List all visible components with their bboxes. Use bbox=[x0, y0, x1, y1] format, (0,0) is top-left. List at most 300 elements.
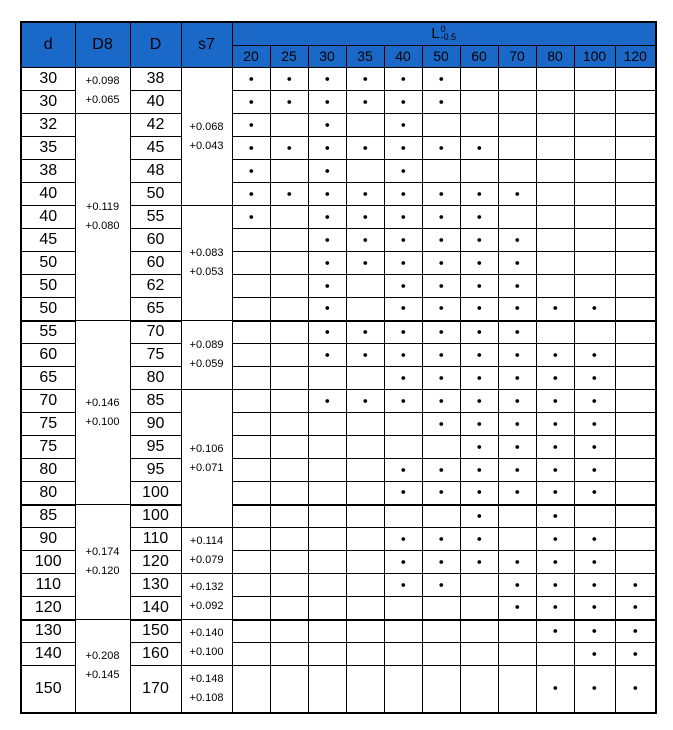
availability-cell-L60 bbox=[460, 183, 498, 206]
table-row bbox=[21, 321, 656, 344]
L-superscript: 0 bbox=[440, 24, 446, 35]
availability-cell-L40 bbox=[384, 528, 422, 551]
availability-cell-L25 bbox=[270, 229, 308, 252]
availability-cell-L50 bbox=[422, 229, 460, 252]
tolerance-lower: +0.043 bbox=[189, 139, 224, 152]
availability-cell-L80 bbox=[536, 160, 574, 183]
availability-cell-L50 bbox=[422, 574, 460, 597]
d8-tolerance-cell bbox=[75, 321, 130, 505]
D-value-cell: 60 bbox=[130, 252, 181, 275]
d-value-cell: 100 bbox=[21, 551, 75, 574]
tolerance-lower: +0.079 bbox=[189, 553, 224, 566]
d-value-cell: 38 bbox=[21, 160, 75, 183]
availability-cell-L100 bbox=[574, 114, 615, 137]
s7-tolerance-cell bbox=[181, 666, 232, 713]
availability-cell-L30 bbox=[308, 91, 346, 114]
dot-icon: ● bbox=[438, 234, 444, 245]
availability-cell-L30 bbox=[308, 390, 346, 413]
availability-cell-L40 bbox=[384, 275, 422, 298]
availability-cell-L25 bbox=[270, 459, 308, 482]
availability-cell-L60 bbox=[460, 206, 498, 229]
d-value-cell: 80 bbox=[21, 459, 75, 482]
availability-cell-L120 bbox=[615, 597, 656, 620]
dot-icon: ● bbox=[476, 257, 482, 268]
availability-cell-L60 bbox=[460, 160, 498, 183]
dot-icon: ● bbox=[552, 372, 558, 383]
availability-cell-L30 bbox=[308, 459, 346, 482]
availability-cell-L60 bbox=[460, 367, 498, 390]
tolerance-lower: +0.108 bbox=[189, 691, 224, 704]
dot-icon: ● bbox=[438, 349, 444, 360]
column-header-length-30: 30 bbox=[308, 45, 346, 68]
availability-cell-L50 bbox=[422, 459, 460, 482]
availability-cell-L35 bbox=[346, 160, 384, 183]
dot-icon: ● bbox=[438, 96, 444, 107]
availability-cell-L120 bbox=[615, 413, 656, 436]
dot-icon: ● bbox=[400, 234, 406, 245]
dot-icon: ● bbox=[552, 303, 558, 314]
availability-cell-L100 bbox=[574, 206, 615, 229]
D-value-cell: 95 bbox=[130, 459, 181, 482]
availability-cell-L70 bbox=[498, 505, 536, 528]
availability-cell-L40 bbox=[384, 91, 422, 114]
availability-cell-L50 bbox=[422, 298, 460, 321]
dot-icon: ● bbox=[438, 280, 444, 291]
availability-cell-L30 bbox=[308, 321, 346, 344]
availability-cell-L20 bbox=[232, 229, 270, 252]
dot-icon: ● bbox=[514, 372, 520, 383]
availability-cell-L80 bbox=[536, 137, 574, 160]
availability-cell-L50 bbox=[422, 321, 460, 344]
availability-cell-L25 bbox=[270, 275, 308, 298]
dot-icon: ● bbox=[400, 556, 406, 567]
availability-cell-L70 bbox=[498, 68, 536, 91]
dot-icon: ● bbox=[362, 73, 368, 84]
dot-icon: ● bbox=[632, 579, 638, 590]
dot-icon: ● bbox=[476, 188, 482, 199]
availability-cell-L70 bbox=[498, 321, 536, 344]
dot-icon: ● bbox=[324, 119, 330, 130]
availability-cell-L80 bbox=[536, 528, 574, 551]
d-value-cell: 40 bbox=[21, 183, 75, 206]
availability-cell-L40 bbox=[384, 620, 422, 643]
availability-cell-L60 bbox=[460, 68, 498, 91]
availability-cell-L70 bbox=[498, 390, 536, 413]
availability-cell-L100 bbox=[574, 252, 615, 275]
dot-icon: ● bbox=[324, 142, 330, 153]
D-value-cell: 80 bbox=[130, 367, 181, 390]
availability-cell-L40 bbox=[384, 505, 422, 528]
availability-cell-L50 bbox=[422, 160, 460, 183]
availability-cell-L60 bbox=[460, 298, 498, 321]
availability-cell-L25 bbox=[270, 321, 308, 344]
tolerance-lower: +0.059 bbox=[189, 358, 224, 370]
dot-icon: ● bbox=[324, 257, 330, 268]
dot-icon: ● bbox=[324, 327, 330, 337]
dot-icon: ● bbox=[400, 533, 406, 544]
availability-cell-L80 bbox=[536, 459, 574, 482]
availability-cell-L40 bbox=[384, 551, 422, 574]
availability-cell-L80 bbox=[536, 183, 574, 206]
tolerance-upper: +0.140 bbox=[189, 626, 224, 639]
d8-tolerance-cell bbox=[75, 68, 130, 114]
D-value-cell: 40 bbox=[130, 91, 181, 114]
dot-icon: ● bbox=[514, 464, 520, 475]
availability-cell-L60 bbox=[460, 344, 498, 367]
availability-cell-L100 bbox=[574, 505, 615, 528]
table-row bbox=[21, 114, 656, 137]
availability-cell-L120 bbox=[615, 91, 656, 114]
availability-cell-L35 bbox=[346, 551, 384, 574]
D-value-cell: 50 bbox=[130, 183, 181, 206]
availability-cell-L70 bbox=[498, 206, 536, 229]
availability-cell-L20 bbox=[232, 68, 270, 91]
tolerance-lower: +0.100 bbox=[189, 645, 224, 658]
d-value-cell: 70 bbox=[21, 390, 75, 413]
availability-cell-L30 bbox=[308, 206, 346, 229]
tolerance-upper: +0.208 bbox=[85, 649, 120, 662]
d-value-cell: 75 bbox=[21, 413, 75, 436]
availability-cell-L35 bbox=[346, 114, 384, 137]
availability-cell-L100 bbox=[574, 275, 615, 298]
availability-cell-L60 bbox=[460, 597, 498, 620]
dot-icon: ● bbox=[248, 142, 254, 153]
tolerance-lower: +0.145 bbox=[85, 668, 120, 681]
availability-cell-L20 bbox=[232, 574, 270, 597]
dot-icon: ● bbox=[324, 73, 330, 84]
availability-cell-L25 bbox=[270, 528, 308, 551]
dot-icon: ● bbox=[514, 602, 520, 613]
availability-cell-L50 bbox=[422, 206, 460, 229]
availability-cell-L60 bbox=[460, 551, 498, 574]
availability-cell-L20 bbox=[232, 413, 270, 436]
tolerance-upper: +0.146 bbox=[85, 396, 120, 409]
availability-cell-L70 bbox=[498, 160, 536, 183]
availability-cell-L20 bbox=[232, 321, 270, 344]
dot-icon: ● bbox=[514, 395, 520, 406]
dot-icon: ● bbox=[438, 487, 444, 498]
availability-cell-L50 bbox=[422, 68, 460, 91]
dot-icon: ● bbox=[552, 349, 558, 360]
spec-table bbox=[20, 21, 657, 714]
dot-icon: ● bbox=[591, 349, 598, 360]
column-header-length-40: 40 bbox=[384, 45, 422, 68]
availability-cell-L50 bbox=[422, 666, 460, 713]
availability-cell-L35 bbox=[346, 275, 384, 298]
s7-tolerance-cell bbox=[181, 574, 232, 620]
dot-icon: ● bbox=[591, 395, 598, 406]
dot-icon: ● bbox=[552, 511, 558, 521]
dot-icon: ● bbox=[400, 188, 406, 199]
tolerance-upper: +0.119 bbox=[85, 201, 120, 213]
availability-cell-L30 bbox=[308, 114, 346, 137]
availability-cell-L25 bbox=[270, 597, 308, 620]
availability-cell-L80 bbox=[536, 229, 574, 252]
dot-icon: ● bbox=[514, 257, 520, 268]
D-value-cell: 170 bbox=[130, 666, 181, 713]
d8-tolerance-cell bbox=[75, 114, 130, 321]
availability-cell-L60 bbox=[460, 114, 498, 137]
dot-icon: ● bbox=[591, 556, 598, 567]
availability-cell-L80 bbox=[536, 597, 574, 620]
availability-cell-L40 bbox=[384, 574, 422, 597]
dot-icon: ● bbox=[476, 211, 482, 222]
dot-icon: ● bbox=[552, 533, 558, 544]
availability-cell-L25 bbox=[270, 505, 308, 528]
dot-icon: ● bbox=[552, 683, 558, 694]
availability-cell-L25 bbox=[270, 252, 308, 275]
availability-cell-L60 bbox=[460, 275, 498, 298]
tolerance-upper: +0.106 bbox=[189, 442, 224, 455]
availability-cell-L60 bbox=[460, 505, 498, 528]
dot-icon: ● bbox=[324, 349, 330, 360]
availability-cell-L30 bbox=[308, 137, 346, 160]
s7-tolerance-cell bbox=[181, 206, 232, 321]
availability-cell-L20 bbox=[232, 666, 270, 713]
availability-cell-L50 bbox=[422, 620, 460, 643]
dot-icon: ● bbox=[438, 211, 444, 222]
availability-cell-L30 bbox=[308, 183, 346, 206]
availability-cell-L120 bbox=[615, 620, 656, 643]
dot-icon: ● bbox=[591, 464, 598, 475]
availability-cell-L50 bbox=[422, 413, 460, 436]
availability-cell-L40 bbox=[384, 666, 422, 713]
availability-cell-L35 bbox=[346, 413, 384, 436]
dot-icon: ● bbox=[591, 533, 598, 544]
dot-icon: ● bbox=[591, 626, 598, 636]
availability-cell-L25 bbox=[270, 298, 308, 321]
availability-cell-L120 bbox=[615, 436, 656, 459]
D-value-cell: 38 bbox=[130, 68, 181, 91]
availability-cell-L80 bbox=[536, 91, 574, 114]
availability-cell-L100 bbox=[574, 137, 615, 160]
dot-icon: ● bbox=[476, 533, 482, 544]
availability-cell-L50 bbox=[422, 551, 460, 574]
availability-cell-L80 bbox=[536, 620, 574, 643]
dot-icon: ● bbox=[591, 579, 598, 590]
availability-cell-L30 bbox=[308, 528, 346, 551]
availability-cell-L35 bbox=[346, 597, 384, 620]
availability-cell-L25 bbox=[270, 344, 308, 367]
dot-icon: ● bbox=[400, 73, 406, 84]
dot-icon: ● bbox=[591, 602, 598, 613]
dot-icon: ● bbox=[476, 372, 482, 383]
dot-icon: ● bbox=[438, 257, 444, 268]
dot-icon: ● bbox=[324, 165, 330, 176]
availability-cell-L70 bbox=[498, 666, 536, 713]
dot-icon: ● bbox=[552, 626, 558, 636]
dot-icon: ● bbox=[476, 142, 482, 153]
availability-cell-L25 bbox=[270, 436, 308, 459]
d-value-cell: 120 bbox=[21, 597, 75, 620]
availability-cell-L80 bbox=[536, 482, 574, 505]
availability-cell-L80 bbox=[536, 574, 574, 597]
dot-icon: ● bbox=[438, 464, 444, 475]
availability-cell-L70 bbox=[498, 574, 536, 597]
availability-cell-L80 bbox=[536, 321, 574, 344]
dot-icon: ● bbox=[632, 683, 638, 694]
dot-icon: ● bbox=[400, 257, 406, 268]
availability-cell-L60 bbox=[460, 413, 498, 436]
availability-cell-L120 bbox=[615, 344, 656, 367]
availability-cell-L70 bbox=[498, 643, 536, 666]
availability-cell-L70 bbox=[498, 252, 536, 275]
dot-icon: ● bbox=[438, 188, 444, 199]
availability-cell-L100 bbox=[574, 298, 615, 321]
availability-cell-L80 bbox=[536, 551, 574, 574]
availability-cell-L100 bbox=[574, 528, 615, 551]
availability-cell-L50 bbox=[422, 275, 460, 298]
d8-tolerance-cell bbox=[75, 505, 130, 620]
availability-cell-L50 bbox=[422, 91, 460, 114]
d-value-cell: 130 bbox=[21, 620, 75, 643]
dot-icon: ● bbox=[552, 487, 558, 498]
availability-cell-L70 bbox=[498, 436, 536, 459]
availability-cell-L60 bbox=[460, 620, 498, 643]
availability-cell-L120 bbox=[615, 390, 656, 413]
availability-cell-L35 bbox=[346, 436, 384, 459]
dot-icon: ● bbox=[514, 303, 520, 314]
availability-cell-L20 bbox=[232, 114, 270, 137]
s7-tolerance-cell bbox=[181, 620, 232, 666]
tolerance-upper: +0.068 bbox=[189, 120, 224, 133]
availability-cell-L80 bbox=[536, 436, 574, 459]
availability-cell-L30 bbox=[308, 298, 346, 321]
dot-icon: ● bbox=[552, 579, 558, 590]
dot-icon: ● bbox=[514, 579, 520, 590]
dot-icon: ● bbox=[591, 303, 598, 314]
availability-cell-L30 bbox=[308, 482, 346, 505]
availability-cell-L50 bbox=[422, 436, 460, 459]
availability-cell-L40 bbox=[384, 482, 422, 505]
availability-cell-L35 bbox=[346, 482, 384, 505]
availability-cell-L25 bbox=[270, 390, 308, 413]
dot-icon: ● bbox=[438, 73, 444, 84]
availability-cell-L120 bbox=[615, 183, 656, 206]
dot-icon: ● bbox=[552, 602, 558, 613]
availability-cell-L35 bbox=[346, 390, 384, 413]
availability-cell-L40 bbox=[384, 114, 422, 137]
d-value-cell: 50 bbox=[21, 275, 75, 298]
availability-cell-L40 bbox=[384, 597, 422, 620]
availability-cell-L25 bbox=[270, 482, 308, 505]
tolerance-lower: +0.120 bbox=[85, 565, 120, 577]
availability-cell-L80 bbox=[536, 390, 574, 413]
availability-cell-L25 bbox=[270, 137, 308, 160]
availability-cell-L20 bbox=[232, 137, 270, 160]
availability-cell-L25 bbox=[270, 91, 308, 114]
availability-cell-L70 bbox=[498, 528, 536, 551]
availability-cell-L60 bbox=[460, 229, 498, 252]
availability-cell-L35 bbox=[346, 183, 384, 206]
dot-icon: ● bbox=[438, 142, 444, 153]
availability-cell-L50 bbox=[422, 528, 460, 551]
column-header-length-50: 50 bbox=[422, 45, 460, 68]
availability-cell-L50 bbox=[422, 183, 460, 206]
availability-cell-L120 bbox=[615, 574, 656, 597]
availability-cell-L30 bbox=[308, 252, 346, 275]
availability-cell-L35 bbox=[346, 643, 384, 666]
dot-icon: ● bbox=[514, 556, 520, 567]
availability-cell-L35 bbox=[346, 459, 384, 482]
D-value-cell: 90 bbox=[130, 413, 181, 436]
dot-icon: ● bbox=[400, 464, 406, 475]
dot-icon: ● bbox=[514, 327, 520, 337]
availability-cell-L30 bbox=[308, 620, 346, 643]
availability-cell-L120 bbox=[615, 505, 656, 528]
tolerance-upper: +0.114 bbox=[189, 534, 224, 547]
availability-cell-L50 bbox=[422, 114, 460, 137]
column-header-length-100: 100 bbox=[574, 45, 615, 68]
dot-icon: ● bbox=[514, 280, 520, 291]
dot-icon: ● bbox=[591, 648, 598, 659]
dot-icon: ● bbox=[400, 165, 406, 176]
s7-tolerance-cell bbox=[181, 321, 232, 390]
dot-icon: ● bbox=[400, 119, 406, 130]
dot-icon: ● bbox=[324, 188, 330, 199]
availability-cell-L40 bbox=[384, 413, 422, 436]
dot-icon: ● bbox=[552, 441, 558, 452]
availability-cell-L70 bbox=[498, 459, 536, 482]
availability-cell-L60 bbox=[460, 643, 498, 666]
availability-cell-L100 bbox=[574, 551, 615, 574]
tolerance-upper: +0.132 bbox=[189, 580, 224, 593]
D-value-cell: 100 bbox=[130, 505, 181, 528]
availability-cell-L70 bbox=[498, 298, 536, 321]
availability-cell-L30 bbox=[308, 367, 346, 390]
availability-cell-L25 bbox=[270, 574, 308, 597]
availability-cell-L60 bbox=[460, 252, 498, 275]
availability-cell-L120 bbox=[615, 459, 656, 482]
d-value-cell: 50 bbox=[21, 298, 75, 321]
availability-cell-L100 bbox=[574, 459, 615, 482]
d-value-cell: 35 bbox=[21, 137, 75, 160]
availability-cell-L120 bbox=[615, 160, 656, 183]
D-value-cell: 55 bbox=[130, 206, 181, 229]
availability-cell-L100 bbox=[574, 574, 615, 597]
column-header-length-35: 35 bbox=[346, 45, 384, 68]
availability-cell-L30 bbox=[308, 666, 346, 713]
availability-cell-L30 bbox=[308, 344, 346, 367]
availability-cell-L120 bbox=[615, 482, 656, 505]
availability-cell-L120 bbox=[615, 321, 656, 344]
column-header-d8: D8 bbox=[75, 22, 130, 68]
availability-cell-L20 bbox=[232, 643, 270, 666]
dot-icon: ● bbox=[286, 188, 292, 199]
dot-icon: ● bbox=[476, 349, 482, 360]
dot-icon: ● bbox=[400, 395, 406, 406]
column-header-length-25: 25 bbox=[270, 45, 308, 68]
d-value-cell: 85 bbox=[21, 505, 75, 528]
D-value-cell: 48 bbox=[130, 160, 181, 183]
availability-cell-L20 bbox=[232, 367, 270, 390]
availability-cell-L60 bbox=[460, 137, 498, 160]
availability-cell-L35 bbox=[346, 344, 384, 367]
availability-cell-L60 bbox=[460, 528, 498, 551]
availability-cell-L25 bbox=[270, 160, 308, 183]
column-header-s7: s7 bbox=[181, 22, 232, 68]
header-row-top bbox=[21, 22, 656, 45]
D-value-cell: 150 bbox=[130, 620, 181, 643]
availability-cell-L70 bbox=[498, 413, 536, 436]
availability-cell-L80 bbox=[536, 206, 574, 229]
dot-icon: ● bbox=[438, 533, 444, 544]
dot-icon: ● bbox=[400, 280, 406, 291]
D-value-cell: 65 bbox=[130, 298, 181, 321]
availability-cell-L70 bbox=[498, 183, 536, 206]
availability-cell-L80 bbox=[536, 505, 574, 528]
dot-icon: ● bbox=[248, 211, 254, 222]
